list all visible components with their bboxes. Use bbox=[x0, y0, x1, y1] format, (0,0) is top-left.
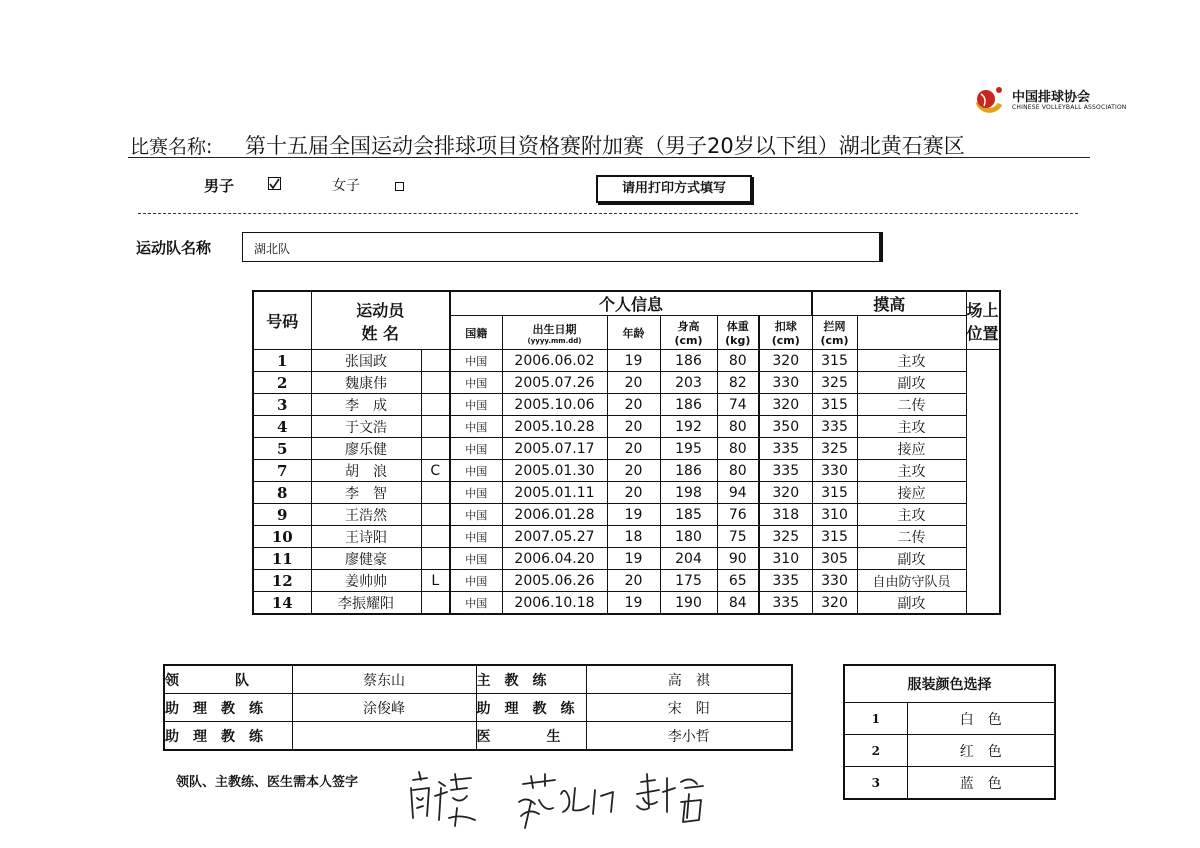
roster-dob: 2006.04.20 bbox=[502, 548, 607, 570]
roster-age: 20 bbox=[607, 416, 660, 438]
staff-row bbox=[164, 665, 792, 694]
roster-name: 胡 浪 bbox=[311, 460, 421, 482]
roster-age: 20 bbox=[607, 482, 660, 504]
roster-role bbox=[421, 526, 450, 548]
handwritten-signatures bbox=[405, 768, 725, 840]
roster-role bbox=[421, 482, 450, 504]
roster-dob: 2005.01.30 bbox=[502, 460, 607, 482]
header-personal-info: 个人信息 bbox=[450, 291, 812, 316]
roster-block: 335 bbox=[812, 416, 857, 438]
roster-height: 180 bbox=[660, 526, 717, 548]
roster-nationality: 中国 bbox=[450, 394, 502, 416]
uniform-color-number: 1 bbox=[844, 703, 907, 735]
logo-text-en: CHINESE VOLLEYBALL ASSOCIATION bbox=[1012, 104, 1127, 111]
roster-dob: 2007.05.27 bbox=[502, 526, 607, 548]
female-checkbox[interactable] bbox=[395, 182, 404, 191]
roster-nationality: 中国 bbox=[450, 460, 502, 482]
roster-role bbox=[421, 372, 450, 394]
roster-weight: 90 bbox=[717, 548, 759, 570]
header-height bbox=[660, 316, 717, 350]
roster-nationality: 中国 bbox=[450, 416, 502, 438]
team-name-field[interactable] bbox=[242, 232, 883, 262]
roster-nationality: 中国 bbox=[450, 592, 502, 615]
roster-block: 315 bbox=[812, 482, 857, 504]
roster-position: 副攻 bbox=[857, 548, 966, 570]
roster-number: 7 bbox=[253, 460, 311, 482]
table-row bbox=[253, 416, 1000, 438]
table-row bbox=[253, 548, 1000, 570]
roster-weight: 84 bbox=[717, 592, 759, 615]
roster-height: 195 bbox=[660, 438, 717, 460]
roster-height: 192 bbox=[660, 416, 717, 438]
staff-name-left: 涂俊峰 bbox=[292, 694, 476, 722]
roster-weight: 80 bbox=[717, 350, 759, 372]
roster-spike: 320 bbox=[759, 482, 812, 504]
roster-age: 20 bbox=[607, 460, 660, 482]
roster-age: 20 bbox=[607, 438, 660, 460]
roster-block: 305 bbox=[812, 548, 857, 570]
uniform-color-row bbox=[844, 767, 1055, 800]
roster-name: 廖健豪 bbox=[311, 548, 421, 570]
roster-name: 魏康伟 bbox=[311, 372, 421, 394]
roster-number: 9 bbox=[253, 504, 311, 526]
roster-dob: 2005.10.06 bbox=[502, 394, 607, 416]
roster-weight: 80 bbox=[717, 460, 759, 482]
table-row bbox=[253, 438, 1000, 460]
header-athlete-line1: 运动员 bbox=[356, 300, 405, 320]
team-name-value: 湖北队 bbox=[254, 242, 291, 256]
table-row bbox=[253, 526, 1000, 548]
staff-role-right: 主 教 练 bbox=[476, 665, 586, 694]
roster-age: 20 bbox=[607, 570, 660, 592]
roster-name: 李振耀阳 bbox=[311, 592, 421, 615]
header-weight bbox=[717, 316, 759, 350]
roster-nationality: 中国 bbox=[450, 482, 502, 504]
roster-nationality: 中国 bbox=[450, 438, 502, 460]
header-spike-label: 扣球 bbox=[774, 320, 797, 333]
roster-role: L bbox=[421, 570, 450, 592]
female-label: 女子 bbox=[332, 178, 360, 194]
roster-spike: 318 bbox=[759, 504, 812, 526]
staff-role-right: 医 生 bbox=[476, 722, 586, 751]
roster-weight: 94 bbox=[717, 482, 759, 504]
roster-block: 320 bbox=[812, 592, 857, 615]
roster-block: 315 bbox=[812, 350, 857, 372]
roster-dob: 2005.07.17 bbox=[502, 438, 607, 460]
roster-nationality: 中国 bbox=[450, 372, 502, 394]
competition-name: 第十五届全国运动会排球项目资格赛附加赛（男子20岁以下组）湖北黄石赛区 bbox=[245, 134, 965, 158]
signature-note: 领队、主教练、医生需本人签字 bbox=[176, 775, 359, 790]
roster-number: 10 bbox=[253, 526, 311, 548]
roster-spike: 330 bbox=[759, 372, 812, 394]
roster-name: 于文浩 bbox=[311, 416, 421, 438]
header-age: 年龄 bbox=[607, 316, 660, 350]
print-instruction-badge: 请用打印方式填写 bbox=[596, 175, 752, 203]
roster-spike: 320 bbox=[759, 394, 812, 416]
roster-age: 20 bbox=[607, 372, 660, 394]
table-row bbox=[253, 372, 1000, 394]
roster-number: 1 bbox=[253, 350, 311, 372]
roster-spike: 335 bbox=[759, 438, 812, 460]
staff-name-left bbox=[292, 722, 476, 751]
roster-weight: 76 bbox=[717, 504, 759, 526]
roster-position: 主攻 bbox=[857, 460, 966, 482]
roster-name: 张国政 bbox=[311, 350, 421, 372]
roster-role bbox=[421, 416, 450, 438]
roster-role bbox=[421, 350, 450, 372]
roster-block: 315 bbox=[812, 526, 857, 548]
staff-table bbox=[163, 664, 793, 751]
roster-role bbox=[421, 438, 450, 460]
header-weight-unit: (kg) bbox=[725, 334, 751, 347]
roster-position: 主攻 bbox=[857, 504, 966, 526]
roster-number: 5 bbox=[253, 438, 311, 460]
header-weight-label: 体重 bbox=[726, 320, 749, 333]
roster-height: 198 bbox=[660, 482, 717, 504]
roster-height: 185 bbox=[660, 504, 717, 526]
roster-nationality: 中国 bbox=[450, 526, 502, 548]
header-position-line1: 场上 bbox=[966, 300, 999, 320]
header-reach: 摸高 bbox=[812, 291, 966, 316]
uniform-color-row bbox=[844, 703, 1055, 735]
roster-block: 310 bbox=[812, 504, 857, 526]
competition-label: 比赛名称: bbox=[130, 136, 213, 158]
roster-role: C bbox=[421, 460, 450, 482]
roster-nationality: 中国 bbox=[450, 548, 502, 570]
roster-height: 186 bbox=[660, 394, 717, 416]
header-dob bbox=[502, 316, 607, 350]
roster-position: 主攻 bbox=[857, 416, 966, 438]
staff-row bbox=[164, 694, 792, 722]
roster-position: 二传 bbox=[857, 394, 966, 416]
dashed-divider bbox=[138, 213, 1078, 214]
roster-dob: 2005.07.26 bbox=[502, 372, 607, 394]
header-position-line2: 位置 bbox=[966, 323, 999, 343]
header-dob-label: 出生日期 bbox=[532, 322, 577, 336]
header-athlete bbox=[311, 291, 450, 350]
staff-name-right: 高 祺 bbox=[586, 665, 792, 694]
staff-name-left: 蔡东山 bbox=[292, 665, 476, 694]
roster-block: 325 bbox=[812, 438, 857, 460]
roster-spike: 335 bbox=[759, 460, 812, 482]
team-name-label: 运动队名称 bbox=[136, 239, 212, 257]
roster-role bbox=[421, 592, 450, 615]
roster-height: 190 bbox=[660, 592, 717, 615]
roster-block: 325 bbox=[812, 372, 857, 394]
table-row bbox=[253, 482, 1000, 504]
header-position bbox=[966, 291, 1000, 350]
roster-number: 3 bbox=[253, 394, 311, 416]
roster-spike: 310 bbox=[759, 548, 812, 570]
roster-age: 20 bbox=[607, 394, 660, 416]
staff-name-right: 李小哲 bbox=[586, 722, 792, 751]
table-row bbox=[253, 350, 1000, 372]
roster-nationality: 中国 bbox=[450, 350, 502, 372]
uniform-color-name: 白 色 bbox=[907, 703, 1055, 735]
header-nationality: 国籍 bbox=[450, 316, 502, 350]
roster-height: 204 bbox=[660, 548, 717, 570]
header-athlete-line2: 姓 名 bbox=[361, 323, 400, 343]
roster-position: 接应 bbox=[857, 438, 966, 460]
roster-position: 副攻 bbox=[857, 592, 966, 615]
header-number: 号码 bbox=[253, 291, 311, 350]
header-height-label: 身高 bbox=[677, 320, 700, 333]
roster-dob: 2006.06.02 bbox=[502, 350, 607, 372]
roster-age: 19 bbox=[607, 504, 660, 526]
roster-name: 李 智 bbox=[311, 482, 421, 504]
roster-dob: 2005.06.26 bbox=[502, 570, 607, 592]
roster-name: 李 成 bbox=[311, 394, 421, 416]
staff-role-left: 领 队 bbox=[164, 665, 292, 694]
roster-position: 副攻 bbox=[857, 372, 966, 394]
roster-height: 175 bbox=[660, 570, 717, 592]
roster-block: 315 bbox=[812, 394, 857, 416]
roster-position: 接应 bbox=[857, 482, 966, 504]
roster-number: 2 bbox=[253, 372, 311, 394]
roster-nationality: 中国 bbox=[450, 504, 502, 526]
roster-number: 14 bbox=[253, 592, 311, 615]
roster-name: 王诗阳 bbox=[311, 526, 421, 548]
check-icon bbox=[269, 178, 280, 189]
staff-row bbox=[164, 722, 792, 751]
header-block-unit: (cm) bbox=[820, 334, 849, 347]
roster-name: 姜帅帅 bbox=[311, 570, 421, 592]
roster-height: 186 bbox=[660, 350, 717, 372]
header-spike-unit: (cm) bbox=[771, 334, 800, 347]
table-row bbox=[253, 394, 1000, 416]
roster-age: 19 bbox=[607, 548, 660, 570]
roster-role bbox=[421, 394, 450, 416]
roster-position: 自由防守队员 bbox=[857, 570, 966, 592]
table-row bbox=[253, 592, 1000, 615]
roster-spike: 335 bbox=[759, 570, 812, 592]
roster-position: 二传 bbox=[857, 526, 966, 548]
roster-block: 330 bbox=[812, 460, 857, 482]
table-row bbox=[253, 570, 1000, 592]
roster-number: 8 bbox=[253, 482, 311, 504]
uniform-color-name: 蓝 色 bbox=[907, 767, 1055, 800]
roster-height: 203 bbox=[660, 372, 717, 394]
header-height-unit: (cm) bbox=[674, 334, 703, 347]
roster-weight: 74 bbox=[717, 394, 759, 416]
staff-role-left: 助 理 教 练 bbox=[164, 722, 292, 751]
roster-block: 330 bbox=[812, 570, 857, 592]
staff-role-right: 助 理 教 练 bbox=[476, 694, 586, 722]
roster-weight: 80 bbox=[717, 438, 759, 460]
uniform-color-name: 红 色 bbox=[907, 735, 1055, 767]
header-spike bbox=[759, 316, 812, 350]
staff-role-left: 助 理 教 练 bbox=[164, 694, 292, 722]
roster-name: 王浩然 bbox=[311, 504, 421, 526]
roster-weight: 75 bbox=[717, 526, 759, 548]
roster-dob: 2006.10.18 bbox=[502, 592, 607, 615]
roster-age: 19 bbox=[607, 350, 660, 372]
logo-text-cn: 中国排球协会 bbox=[1012, 90, 1091, 105]
roster-number: 4 bbox=[253, 416, 311, 438]
volleyball-logo-icon bbox=[972, 82, 1006, 116]
roster-age: 19 bbox=[607, 592, 660, 615]
uniform-color-number: 2 bbox=[844, 735, 907, 767]
roster-dob: 2005.01.11 bbox=[502, 482, 607, 504]
roster-spike: 350 bbox=[759, 416, 812, 438]
roster-role bbox=[421, 504, 450, 526]
roster-weight: 82 bbox=[717, 372, 759, 394]
association-logo bbox=[972, 82, 1127, 118]
uniform-color-table bbox=[843, 664, 1056, 800]
roster-weight: 80 bbox=[717, 416, 759, 438]
table-row bbox=[253, 504, 1000, 526]
roster-name: 廖乐健 bbox=[311, 438, 421, 460]
staff-name-right: 宋 阳 bbox=[586, 694, 792, 722]
roster-height: 186 bbox=[660, 460, 717, 482]
roster-spike: 335 bbox=[759, 592, 812, 615]
uniform-color-row bbox=[844, 735, 1055, 767]
male-checkbox[interactable] bbox=[268, 177, 281, 190]
table-row bbox=[253, 460, 1000, 482]
uniform-color-title: 服装颜色选择 bbox=[844, 665, 1055, 703]
roster-nationality: 中国 bbox=[450, 570, 502, 592]
title-underline bbox=[128, 157, 1090, 158]
male-label: 男子 bbox=[204, 177, 235, 195]
roster-role bbox=[421, 548, 450, 570]
header-dob-format: (yyyy.mm.dd) bbox=[527, 336, 582, 345]
roster-dob: 2005.10.28 bbox=[502, 416, 607, 438]
roster-spike: 325 bbox=[759, 526, 812, 548]
roster-age: 18 bbox=[607, 526, 660, 548]
roster-dob: 2006.01.28 bbox=[502, 504, 607, 526]
roster-table bbox=[252, 290, 1001, 615]
header-block-label: 拦网 bbox=[823, 320, 846, 333]
roster-number: 12 bbox=[253, 570, 311, 592]
roster-number: 11 bbox=[253, 548, 311, 570]
roster-weight: 65 bbox=[717, 570, 759, 592]
roster-position: 主攻 bbox=[857, 350, 966, 372]
header-block bbox=[812, 316, 857, 350]
uniform-color-number: 3 bbox=[844, 767, 907, 800]
roster-spike: 320 bbox=[759, 350, 812, 372]
